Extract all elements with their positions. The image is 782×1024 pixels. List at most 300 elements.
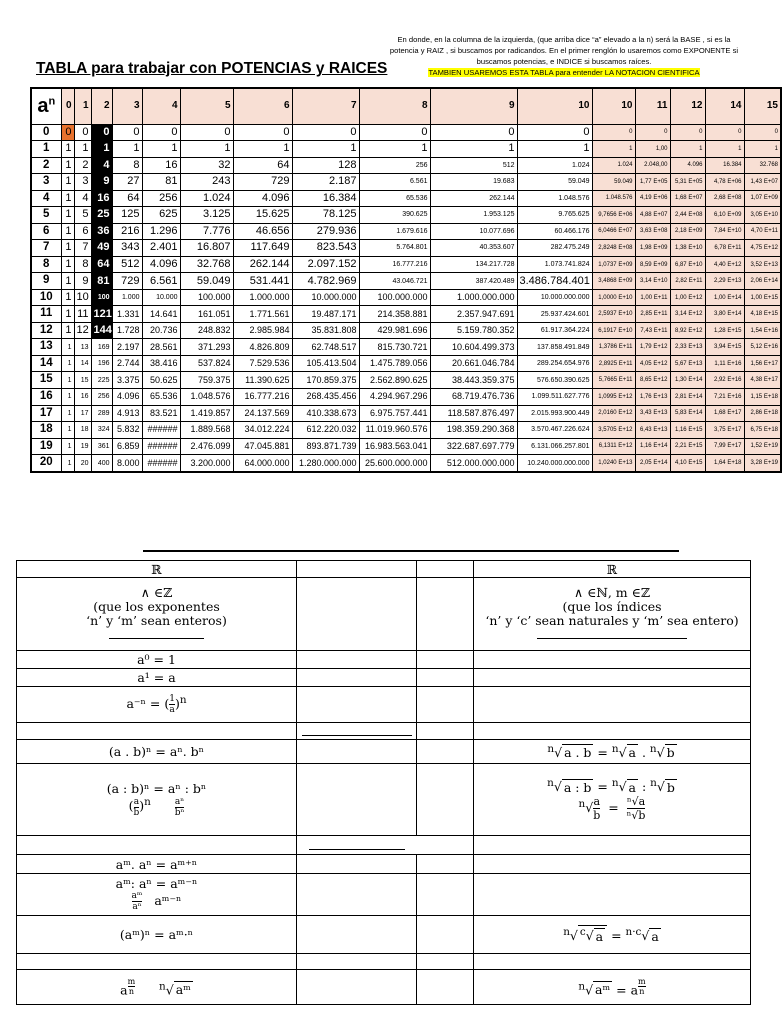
row-base: 4 bbox=[31, 190, 61, 207]
column-header: 11 bbox=[635, 88, 670, 124]
laws-row-powpow bbox=[17, 916, 751, 953]
table-cell: 6.561 bbox=[142, 273, 180, 290]
table-cell: 1,16 E+15 bbox=[670, 422, 705, 439]
table-cell: 27 bbox=[112, 174, 142, 191]
row-base: 2 bbox=[31, 157, 61, 174]
table-cell: 3.486.784.401 bbox=[517, 273, 592, 290]
law-one-exponent: a¹ = a bbox=[17, 668, 297, 686]
table-cell: 17 bbox=[74, 405, 91, 422]
table-cell: 3,63 E+08 bbox=[635, 223, 670, 240]
table-cell: 64.000.000 bbox=[233, 455, 292, 472]
table-cell: 7.776 bbox=[180, 223, 233, 240]
table-cell: 1.953.125 bbox=[430, 207, 517, 224]
table-cell: 3,43 E+13 bbox=[635, 405, 670, 422]
table-cell: 100 bbox=[91, 289, 112, 306]
table-cell: 2.197 bbox=[112, 339, 142, 356]
table-cell: 11.019.960.576 bbox=[359, 422, 430, 439]
table-cell: 1,00 E+11 bbox=[635, 289, 670, 306]
table-cell: 1.024 bbox=[180, 190, 233, 207]
table-row bbox=[31, 322, 781, 339]
table-cell: 1 bbox=[670, 141, 705, 158]
table-cell: 1.048.576 bbox=[592, 190, 635, 207]
table-cell: 2,8248 E+08 bbox=[592, 240, 635, 257]
table-cell: 1.024 bbox=[517, 157, 592, 174]
table-cell: 1 bbox=[592, 141, 635, 158]
row-base: 6 bbox=[31, 223, 61, 240]
table-cell: 1,0995 E+12 bbox=[592, 389, 635, 406]
table-cell: 2,92 E+16 bbox=[705, 372, 744, 389]
table-cell: 2,8925 E+11 bbox=[592, 355, 635, 372]
table-cell: 32.768 bbox=[744, 157, 781, 174]
row-base: 3 bbox=[31, 174, 61, 191]
table-cell: 36 bbox=[91, 223, 112, 240]
table-cell: 2.562.890.625 bbox=[359, 372, 430, 389]
row-base: 20 bbox=[31, 455, 61, 472]
table-row bbox=[31, 223, 781, 240]
table-cell: 100.000 bbox=[180, 289, 233, 306]
table-cell: 13 bbox=[74, 339, 91, 356]
table-cell: 262.144 bbox=[430, 190, 517, 207]
table-cell: 1 bbox=[359, 141, 430, 158]
table-cell: 1 bbox=[61, 207, 74, 224]
table-cell: 537.824 bbox=[180, 355, 233, 372]
table-cell: 0 bbox=[359, 124, 430, 141]
table-cell: 1 bbox=[61, 306, 74, 323]
table-cell: 1,56 E+17 bbox=[744, 355, 781, 372]
table-cell: 324 bbox=[91, 422, 112, 439]
table-cell: 279.936 bbox=[292, 223, 359, 240]
table-cell: 16.384 bbox=[705, 157, 744, 174]
row-base: 7 bbox=[31, 240, 61, 257]
table-cell: 1,00 E+15 bbox=[744, 289, 781, 306]
table-cell: 64 bbox=[91, 256, 112, 273]
table-cell: 4,19 E+06 bbox=[635, 190, 670, 207]
exponent-condition: ∧ ∈ℤ (que los exponentes ‘n’ y ‘m’ sean enteros) bbox=[17, 578, 297, 651]
table-row bbox=[31, 240, 781, 257]
laws-row-conditions bbox=[17, 578, 751, 651]
column-header: 2 bbox=[91, 88, 112, 124]
table-cell: 59.049 bbox=[180, 273, 233, 290]
table-cell: 5,12 E+16 bbox=[744, 339, 781, 356]
row-base: 5 bbox=[31, 207, 61, 224]
table-cell: 15 bbox=[74, 372, 91, 389]
table-cell: 10.077.696 bbox=[430, 223, 517, 240]
table-cell: 121 bbox=[91, 306, 112, 323]
table-cell: 1 bbox=[517, 141, 592, 158]
table-cell: 1.000 bbox=[112, 289, 142, 306]
law-quotient-power: (a : b)ⁿ = aⁿ : bⁿ ( $\frac{a}{b}$ )$^n$ $\frac{\text{aⁿ}}{\text{bⁿ}}$ bbox=[17, 763, 297, 836]
table-cell: 4.782.969 bbox=[292, 273, 359, 290]
table-cell: 815.730.721 bbox=[359, 339, 430, 356]
table-cell: 759.375 bbox=[180, 372, 233, 389]
table-cell: 1,0240 E+13 bbox=[592, 455, 635, 472]
table-cell: 729 bbox=[112, 273, 142, 290]
table-cell: 6,0466 E+07 bbox=[592, 223, 635, 240]
table-cell: 3.570.467.226.624 bbox=[517, 422, 592, 439]
table-cell: 429.981.696 bbox=[359, 322, 430, 339]
table-cell: 1.419.857 bbox=[180, 405, 233, 422]
table-cell: 1,43 E+07 bbox=[744, 174, 781, 191]
table-cell: 1 bbox=[61, 157, 74, 174]
table-cell: 531.441 bbox=[233, 273, 292, 290]
laws-table-wrap bbox=[16, 560, 751, 1005]
law-zero-exponent: a⁰ = 1 bbox=[17, 650, 297, 668]
table-cell: 7,84 E+10 bbox=[705, 223, 744, 240]
table-cell: 4,78 E+06 bbox=[705, 174, 744, 191]
table-cell: 0 bbox=[61, 124, 74, 141]
table-cell: 3.375 bbox=[112, 372, 142, 389]
table-cell: 8,65 E+12 bbox=[635, 372, 670, 389]
law-fractional-exponent: a $^{\frac{m}{n}}$ $^n$√ aᵐ bbox=[17, 969, 297, 1004]
table-cell: 1 bbox=[61, 190, 74, 207]
table-cell: 3.200.000 bbox=[180, 455, 233, 472]
table-cell: 5.832 bbox=[112, 422, 142, 439]
blank-line bbox=[309, 849, 405, 850]
note-highlight: TAMBIEN USAREMOS ESTA TABLA para entender LA NOTACION CIENTIFICA bbox=[428, 68, 700, 77]
table-cell: 262.144 bbox=[233, 256, 292, 273]
table-cell: 343 bbox=[112, 240, 142, 257]
law-root-as-exponent: $^n$√ aᵐ = a $^{\frac{m}{n}}$ bbox=[474, 969, 751, 1004]
table-cell: 1 bbox=[112, 141, 142, 158]
table-cell: 1.728 bbox=[112, 322, 142, 339]
table-cell: 4.096 bbox=[142, 256, 180, 273]
table-cell: 0 bbox=[592, 124, 635, 141]
table-cell: 2,44 E+08 bbox=[670, 207, 705, 224]
table-cell: 1,0737 E+09 bbox=[592, 256, 635, 273]
table-cell: 390.625 bbox=[359, 207, 430, 224]
row-base: 12 bbox=[31, 322, 61, 339]
table-cell: 2.401 bbox=[142, 240, 180, 257]
table-cell: 2.187 bbox=[292, 174, 359, 191]
table-cell: 1 bbox=[61, 438, 74, 455]
table-cell: 1.073.741.824 bbox=[517, 256, 592, 273]
table-cell: 3.125 bbox=[180, 207, 233, 224]
table-cell: 1,11 E+16 bbox=[705, 355, 744, 372]
table-cell: 5,67 E+13 bbox=[670, 355, 705, 372]
table-cell: 2,82 E+11 bbox=[670, 273, 705, 290]
table-cell: 5.159.780.352 bbox=[430, 322, 517, 339]
table-cell: 3,80 E+14 bbox=[705, 306, 744, 323]
page-title: TABLA para trabajar con POTENCIAS y RAICES bbox=[36, 60, 388, 77]
table-cell: 387.420.489 bbox=[430, 273, 517, 290]
table-cell: 1.048.576 bbox=[180, 389, 233, 406]
table-cell: 128 bbox=[292, 157, 359, 174]
table-cell: 6,10 E+09 bbox=[705, 207, 744, 224]
table-cell: 214.358.881 bbox=[359, 306, 430, 323]
table-row bbox=[31, 289, 781, 306]
table-cell: 243 bbox=[180, 174, 233, 191]
table-cell: 20.736 bbox=[142, 322, 180, 339]
table-cell: 289 bbox=[91, 405, 112, 422]
column-header: 6 bbox=[233, 88, 292, 124]
table-cell: 161.051 bbox=[180, 306, 233, 323]
set-real-right: ℝ bbox=[474, 561, 751, 578]
table-cell: 6,87 E+10 bbox=[670, 256, 705, 273]
table-cell: 50.625 bbox=[142, 372, 180, 389]
table-cell: 1,98 E+09 bbox=[635, 240, 670, 257]
table-cell: 38.416 bbox=[142, 355, 180, 372]
table-cell: 2.097.152 bbox=[292, 256, 359, 273]
table-row bbox=[31, 273, 781, 290]
table-cell: 1,64 E+18 bbox=[705, 455, 744, 472]
table-cell: 1 bbox=[292, 141, 359, 158]
table-cell: 1,76 E+13 bbox=[635, 389, 670, 406]
table-cell: 1,68 E+17 bbox=[705, 405, 744, 422]
table-cell: 4.096 bbox=[670, 157, 705, 174]
table-cell: 2.357.947.691 bbox=[430, 306, 517, 323]
table-cell: 78.125 bbox=[292, 207, 359, 224]
table-row bbox=[31, 157, 781, 174]
table-cell: 6.131.066.257.801 bbox=[517, 438, 592, 455]
laws-row-set bbox=[17, 561, 751, 578]
table-cell: 1,16 E+14 bbox=[635, 438, 670, 455]
table-cell: 68.719.476.736 bbox=[430, 389, 517, 406]
row-base: 18 bbox=[31, 422, 61, 439]
table-cell: 4 bbox=[74, 190, 91, 207]
table-cell: 4 bbox=[91, 157, 112, 174]
laws-row-quotient bbox=[17, 763, 751, 836]
table-cell: 3 bbox=[74, 174, 91, 191]
table-cell: 1,15 E+18 bbox=[744, 389, 781, 406]
table-cell: 1 bbox=[74, 141, 91, 158]
table-cell: 823.543 bbox=[292, 240, 359, 257]
law-multiplication: aᵐ. aⁿ = aᵐ⁺ⁿ bbox=[17, 855, 297, 873]
table-row bbox=[31, 372, 781, 389]
table-cell: 1,79 E+12 bbox=[635, 339, 670, 356]
table-cell: 2,81 E+14 bbox=[670, 389, 705, 406]
table-cell: 1 bbox=[61, 405, 74, 422]
table-cell: 1 bbox=[142, 141, 180, 158]
table-cell: 9 bbox=[91, 174, 112, 191]
table-cell: 4.294.967.296 bbox=[359, 389, 430, 406]
table-cell: 5.764.801 bbox=[359, 240, 430, 257]
table-row bbox=[31, 389, 781, 406]
table-cell: 1,00 E+12 bbox=[670, 289, 705, 306]
table-row bbox=[31, 190, 781, 207]
table-cell: 4,05 E+12 bbox=[635, 355, 670, 372]
law-product-power: (a . b)ⁿ = aⁿ. bⁿ bbox=[17, 740, 297, 763]
table-cell: 2,18 E+09 bbox=[670, 223, 705, 240]
row-base: 15 bbox=[31, 372, 61, 389]
table-cell: 5,7665 E+11 bbox=[592, 372, 635, 389]
table-cell: 6,1917 E+10 bbox=[592, 322, 635, 339]
table-cell: 4,38 E+17 bbox=[744, 372, 781, 389]
table-row bbox=[31, 124, 781, 141]
table-cell: 16.777.216 bbox=[359, 256, 430, 273]
table-cell: 1.048.576 bbox=[517, 190, 592, 207]
table-cell: 282.475.249 bbox=[517, 240, 592, 257]
table-cell: 576.650.390.625 bbox=[517, 372, 592, 389]
table-cell: 59.049 bbox=[517, 174, 592, 191]
table-cell: 0 bbox=[705, 124, 744, 141]
table-row bbox=[31, 141, 781, 158]
table-cell: 1.280.000.000 bbox=[292, 455, 359, 472]
table-cell: 2.985.984 bbox=[233, 322, 292, 339]
table-cell: 3,14 E+12 bbox=[670, 306, 705, 323]
table-cell: 410.338.673 bbox=[292, 405, 359, 422]
table-cell: 268.435.456 bbox=[292, 389, 359, 406]
table-cell: 1 bbox=[744, 141, 781, 158]
table-cell: 40.353.607 bbox=[430, 240, 517, 257]
table-cell: 134.217.728 bbox=[430, 256, 517, 273]
laws-row-negative bbox=[17, 686, 751, 722]
table-cell: 6.561 bbox=[359, 174, 430, 191]
table-cell: 64 bbox=[233, 157, 292, 174]
table-cell: 322.687.697.779 bbox=[430, 438, 517, 455]
table-cell: 2,68 E+08 bbox=[705, 190, 744, 207]
table-cell: 400 bbox=[91, 455, 112, 472]
table-cell: 25.937.424.601 bbox=[517, 306, 592, 323]
table-cell: 1 bbox=[61, 174, 74, 191]
table-cell: 256 bbox=[359, 157, 430, 174]
table-cell: 1.771.561 bbox=[233, 306, 292, 323]
table-cell: 3,75 E+17 bbox=[705, 422, 744, 439]
table-cell: 7 bbox=[74, 240, 91, 257]
table-cell: 32 bbox=[180, 157, 233, 174]
table-row bbox=[31, 306, 781, 323]
table-cell: 6,1311 E+12 bbox=[592, 438, 635, 455]
table-cell: 62.748.517 bbox=[292, 339, 359, 356]
row-base: 1 bbox=[31, 141, 61, 158]
table-cell: 19.487.171 bbox=[292, 306, 359, 323]
table-cell: 1.331 bbox=[112, 306, 142, 323]
table-cell: 7,43 E+11 bbox=[635, 322, 670, 339]
table-cell: 7,99 E+17 bbox=[705, 438, 744, 455]
table-cell: 5,31 E+05 bbox=[670, 174, 705, 191]
table-cell: 4.096 bbox=[233, 190, 292, 207]
column-header: 1 bbox=[74, 88, 91, 124]
table-cell: 0 bbox=[292, 124, 359, 141]
table-row bbox=[31, 174, 781, 191]
table-cell: 6,78 E+11 bbox=[705, 240, 744, 257]
table-cell: 1,28 E+15 bbox=[705, 322, 744, 339]
table-cell: 3,4868 E+09 bbox=[592, 273, 635, 290]
table-cell: 248.832 bbox=[180, 322, 233, 339]
table-cell: 2.476.099 bbox=[180, 438, 233, 455]
table-cell: 4,70 E+11 bbox=[744, 223, 781, 240]
table-cell: 1,77 E+05 bbox=[635, 174, 670, 191]
table-cell: 8,59 E+09 bbox=[635, 256, 670, 273]
blank-line bbox=[109, 638, 204, 639]
table-cell: 18 bbox=[74, 422, 91, 439]
table-cell: 61.917.364.224 bbox=[517, 322, 592, 339]
law-power-of-power: (aᵐ)ⁿ = aᵐ·ⁿ bbox=[17, 916, 297, 953]
table-cell: 25.600.000.000 bbox=[359, 455, 430, 472]
table-cell: 2,05 E+14 bbox=[635, 455, 670, 472]
table-cell: 19 bbox=[74, 438, 91, 455]
row-base: 8 bbox=[31, 256, 61, 273]
table-cell: 47.045.881 bbox=[233, 438, 292, 455]
table-cell: 11.390.625 bbox=[233, 372, 292, 389]
table-cell: 32.768 bbox=[180, 256, 233, 273]
table-cell: 512 bbox=[430, 157, 517, 174]
heading-rule bbox=[143, 550, 679, 552]
table-cell: 38.443.359.375 bbox=[430, 372, 517, 389]
table-cell: 1,3786 E+11 bbox=[592, 339, 635, 356]
set-real-left: ℝ bbox=[17, 561, 297, 578]
table-cell: 2,29 E+13 bbox=[705, 273, 744, 290]
table-row bbox=[31, 207, 781, 224]
table-cell: 7.529.536 bbox=[233, 355, 292, 372]
table-cell: 10.240.000.000.000 bbox=[517, 455, 592, 472]
table-cell: 1,68 E+07 bbox=[670, 190, 705, 207]
table-cell: 2,86 E+18 bbox=[744, 405, 781, 422]
blank-line bbox=[302, 735, 412, 736]
table-cell: 1,54 E+16 bbox=[744, 322, 781, 339]
table-cell: 1,0000 E+10 bbox=[592, 289, 635, 306]
table-cell: 16 bbox=[91, 190, 112, 207]
column-header: 15 bbox=[744, 88, 781, 124]
table-cell: 83.521 bbox=[142, 405, 180, 422]
row-base: 13 bbox=[31, 339, 61, 356]
table-cell: 0 bbox=[635, 124, 670, 141]
law-product-root: $^n$√ a . b = $^n$√ a . $^n$√ b bbox=[474, 740, 751, 763]
table-cell: 4,18 E+15 bbox=[744, 306, 781, 323]
table-cell: 216 bbox=[112, 223, 142, 240]
table-cell: 8.000 bbox=[112, 455, 142, 472]
table-row bbox=[31, 256, 781, 273]
blank-line bbox=[537, 638, 687, 639]
table-cell: 1 bbox=[61, 273, 74, 290]
table-cell: 2,33 E+13 bbox=[670, 339, 705, 356]
column-header: 10 bbox=[517, 88, 592, 124]
table-cell: 1.475.789.056 bbox=[359, 355, 430, 372]
table-cell: 3,05 E+10 bbox=[744, 207, 781, 224]
table-cell: 20 bbox=[74, 455, 91, 472]
table-cell: 2.048,00 bbox=[635, 157, 670, 174]
table-cell: 14.641 bbox=[142, 306, 180, 323]
table-cell: 10.000 bbox=[142, 289, 180, 306]
table-cell: 625 bbox=[142, 207, 180, 224]
table-cell: 3,94 E+15 bbox=[705, 339, 744, 356]
column-header: 14 bbox=[705, 88, 744, 124]
table-cell: 1 bbox=[61, 372, 74, 389]
table-cell: 15.625 bbox=[233, 207, 292, 224]
table-cell: 196 bbox=[91, 355, 112, 372]
table-cell: 35.831.808 bbox=[292, 322, 359, 339]
table-cell: 6.975.757.441 bbox=[359, 405, 430, 422]
table-cell: 16.777.216 bbox=[233, 389, 292, 406]
table-cell: 256 bbox=[91, 389, 112, 406]
table-cell: 1.000.000.000 bbox=[430, 289, 517, 306]
table-cell: 3,28 E+19 bbox=[744, 455, 781, 472]
laws-table bbox=[16, 560, 751, 1005]
row-base: 14 bbox=[31, 355, 61, 372]
table-cell: 1.296 bbox=[142, 223, 180, 240]
table-cell: 1 bbox=[61, 355, 74, 372]
row-base: 19 bbox=[31, 438, 61, 455]
instructions-note bbox=[388, 34, 740, 78]
table-cell: 34.012.224 bbox=[233, 422, 292, 439]
table-cell: 4,88 E+07 bbox=[635, 207, 670, 224]
law-division: aᵐ: aⁿ = aᵐ⁻ⁿ $\frac{\text{aᵐ}}{\text{aⁿ}}$ aᵐ⁻ⁿ bbox=[17, 873, 297, 916]
table-cell: 0 bbox=[233, 124, 292, 141]
column-header: 5 bbox=[180, 88, 233, 124]
row-base: 16 bbox=[31, 389, 61, 406]
laws-row-blank bbox=[17, 953, 751, 969]
column-header: 9 bbox=[430, 88, 517, 124]
table-cell: 1 bbox=[91, 141, 112, 158]
table-cell: 10 bbox=[74, 289, 91, 306]
table-cell: 2,85 E+11 bbox=[635, 306, 670, 323]
table-cell: 3,14 E+10 bbox=[635, 273, 670, 290]
table-cell: 1,30 E+14 bbox=[670, 372, 705, 389]
table-cell: 4,10 E+15 bbox=[670, 455, 705, 472]
table-cell: 2 bbox=[74, 157, 91, 174]
table-cell: 16 bbox=[142, 157, 180, 174]
table-cell: 8,92 E+12 bbox=[670, 322, 705, 339]
table-cell: 137.858.491.849 bbox=[517, 339, 592, 356]
